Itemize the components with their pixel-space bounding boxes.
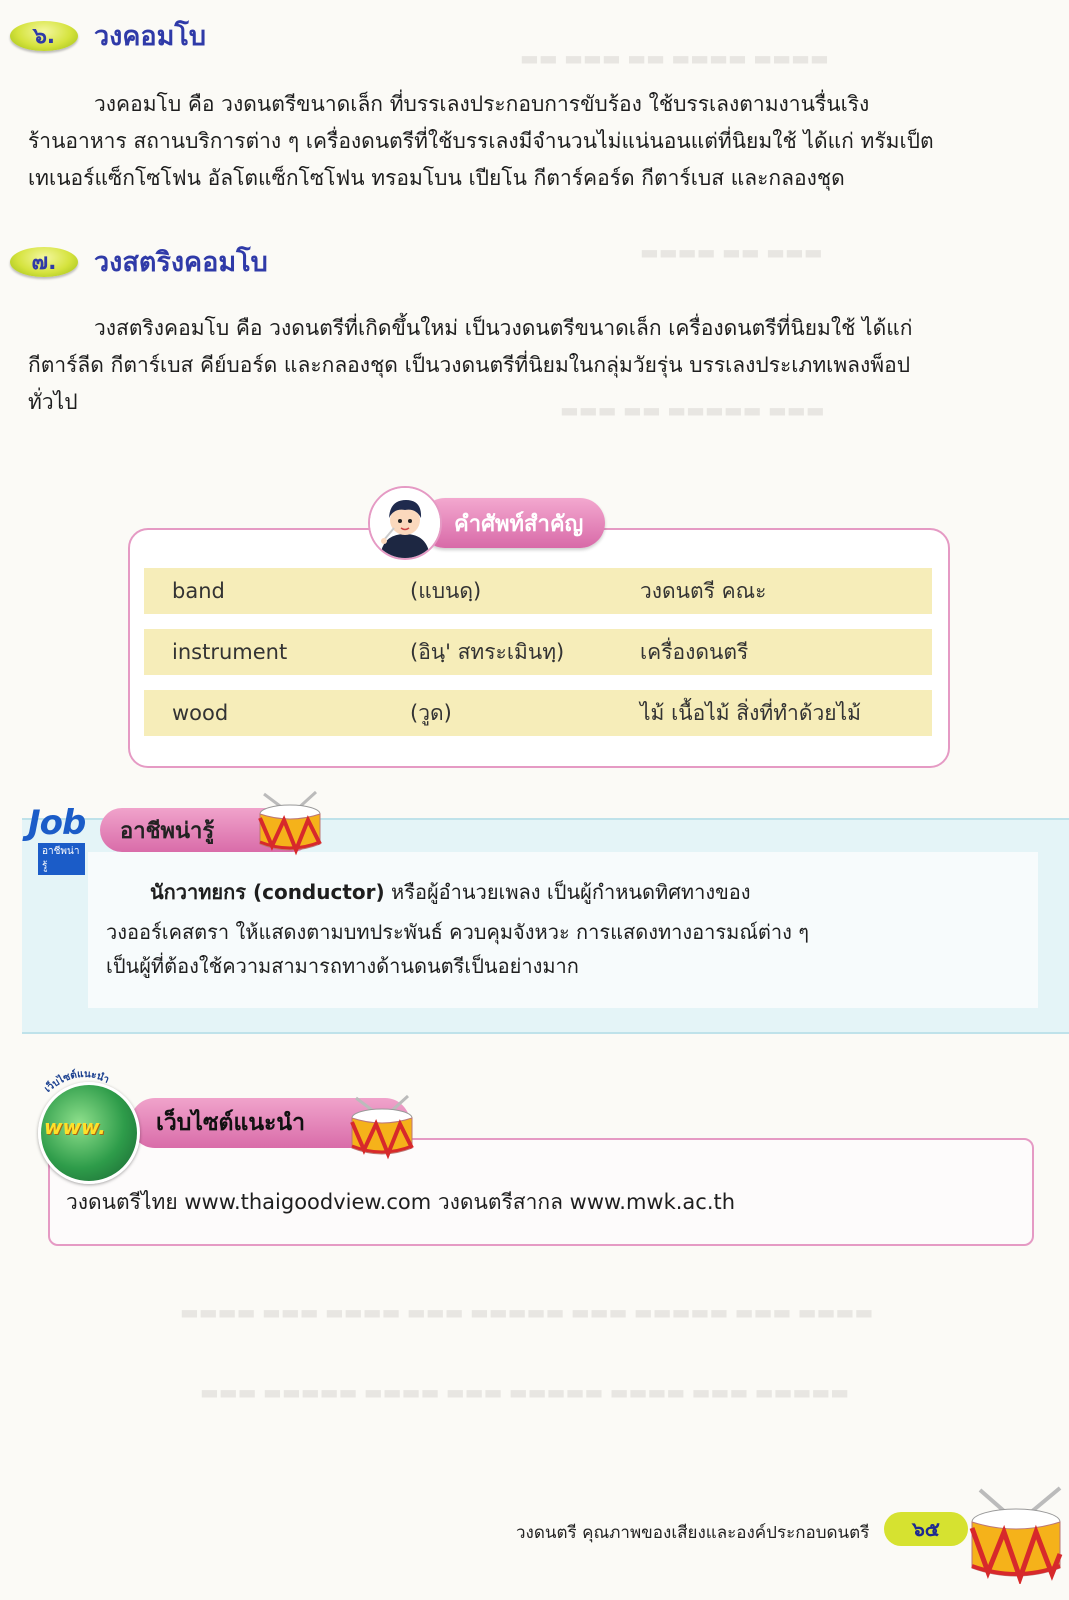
paragraph-line: วงสตริงคอมโบ คือ วงดนตรีที่เกิดขึ้นใหม่ เป็นวงดนตรีขนาดเล็ก เครื่องดนตรีที่นิยมใช้ ได้แก่ [94,316,913,340]
drum-icon [966,1484,1066,1584]
vocab-row [144,568,932,614]
vocabulary-header [368,488,630,558]
paragraph-line: เทเนอร์แซ็กโซโฟน อัลโตแซ็กโซโฟน ทรอมโบน เปียโน กีตาร์คอร์ด กีตาร์เบส และกลองชุด [28,166,845,190]
section-7-number-badge: ๗. [10,247,78,277]
bleed-through-text: ▬▬▬▬ ▬▬ ▬▬▬ [640,240,823,264]
vocab-row [144,629,932,675]
paragraph-line: ร้านอาหาร สถานบริการต่าง ๆ เครื่องดนตรีที่ใช้บรรเลงมีจำนวนไม่แน่นอนแต่ที่นิยมใช้ ได้แก่ ทรัมเป็ต [28,129,934,153]
section-6-number-badge: ๖. [10,21,78,51]
vocab-meaning: เครื่องดนตรี [640,640,749,664]
section-7-heading [10,240,268,283]
bleed-through-text: ▬▬ ▬▬▬ ▬▬ ▬▬▬▬ ▬▬▬▬ [520,46,829,70]
www-globe-arc-text [34,1060,134,1100]
globe-arc-label: เว็บไซต์แนะนำ [42,1068,111,1095]
svg-text:เว็บไซต์แนะนำ [43,1069,111,1095]
vocab-word: instrument [172,640,288,664]
section-6-title: วงคอมโบ [94,21,207,52]
bleed-through-text: ▬▬▬ ▬▬ ▬▬▬▬▬ ▬▬▬ [560,398,825,422]
vocab-meaning: ไม้ เนื้อไม้ สิ่งที่ทำด้วยไม้ [640,701,861,725]
section-6-heading [10,14,206,57]
job-title: อาชีพน่ารู้ [100,808,314,852]
vocab-meaning: วงดนตรี คณะ [640,579,767,603]
vocab-word: wood [172,701,229,725]
footer-chapter-title: วงดนตรี คุณภาพของเสียงและองค์ประกอบดนตรี [516,1523,870,1543]
job-line: เป็นผู้ที่ต้องใช้ความสามารถทางด้านดนตรีเป็นอย่างมาก [106,954,579,978]
website-title: เว็บไซต์แนะนำ [130,1098,410,1148]
paragraph-line: วงคอมโบ คือ วงดนตรีขนาดเล็ก ที่บรรเลงประกอบการขับร้อง ใช้บรรเลงตามงานรื่นเริง [94,92,870,116]
job-logo-text: Job [28,803,86,843]
bleed-through-text: ▬▬▬ ▬▬▬▬▬ ▬▬▬▬ ▬▬▬ ▬▬▬▬▬ ▬▬▬▬ ▬▬▬ ▬▬▬▬▬ [200,1380,850,1404]
job-term: นักวาทยกร (conductor) [150,880,385,904]
job-logo-subtext: อาชีพน่ารู้ [38,843,85,875]
paragraph-line: กีตาร์ลีด กีตาร์เบส คีย์บอร์ด และกลองชุด เป็นวงดนตรีที่นิยมในกลุ่มวัยรุ่น บรรเลงประเภทเพลงพ็อป [28,353,911,377]
job-line: วงออร์เคสตรา ให้แสดงตามบทประพันธ์ ควบคุมจังหวะ การแสดงทางอารมณ์ต่าง ๆ [106,920,809,944]
job-logo [28,803,86,872]
paragraph-line: ทั่วไป [28,390,78,414]
page-number: ๖๕ [884,1512,968,1546]
vocabulary-title: คำศัพท์สำคัญ [420,498,605,548]
section-7-paragraph [28,310,1060,421]
conductor-avatar-icon [368,486,442,560]
vocab-pronunciation: (แบนดฺ) [410,579,482,603]
bleed-through-text: ▬▬▬▬ ▬▬▬ ▬▬▬▬ ▬▬▬ ▬▬▬▬▬ ▬▬▬ ▬▬▬▬▬ ▬▬▬ ▬▬▬▬ [180,1300,874,1324]
drum-icon [346,1094,418,1160]
vocab-word: band [172,579,225,603]
section-6-paragraph [28,86,1060,197]
vocab-pronunciation: (วูด) [410,701,452,725]
vocab-pronunciation: (อินฺ' สทระเมินทฺ) [410,640,565,664]
vocab-row [144,690,932,736]
www-globe-label: www. [44,1115,106,1139]
drum-icon [254,790,326,856]
section-7-title: วงสตริงคอมโบ [94,247,268,278]
job-line [106,876,1006,908]
job-line-rest: หรือผู้อำนวยเพลง เป็นผู้กำหนดทิศทางของ [384,880,751,904]
website-links: วงดนตรีไทย www.thaigoodview.com วงดนตรีสากล www.mwk.ac.th [66,1190,736,1214]
